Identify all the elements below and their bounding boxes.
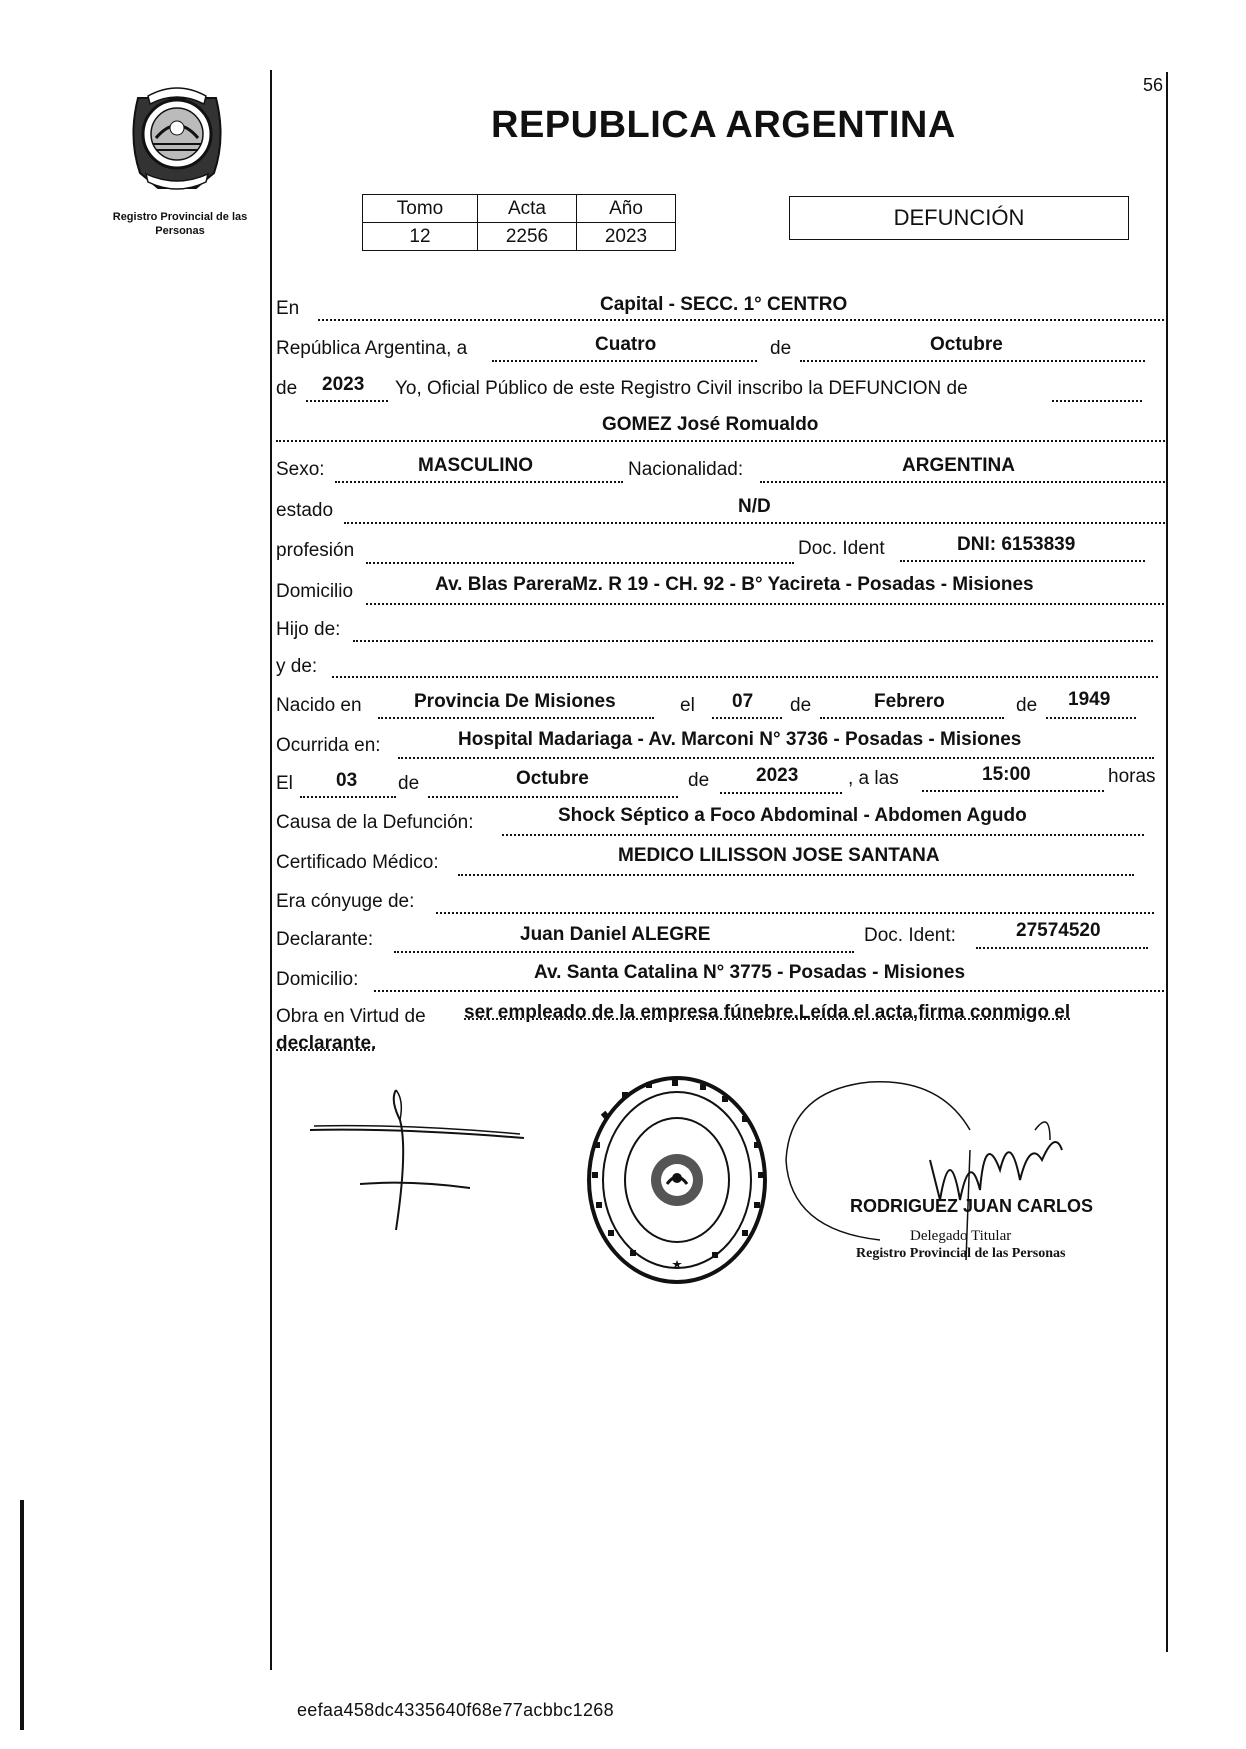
dotted-line <box>428 796 678 798</box>
month-value: Octubre <box>930 334 1003 355</box>
right-margin-rule <box>1166 72 1168 1652</box>
declarante-value: Juan Daniel ALEGRE <box>520 924 711 945</box>
page-number: 56 <box>1143 75 1164 95</box>
dotted-line <box>922 790 1104 792</box>
record-type-box: DEFUNCIÓN <box>789 196 1129 240</box>
deceased-name: GOMEZ José Romualdo <box>602 414 819 435</box>
dotted-line <box>976 947 1148 949</box>
sexo-label: Sexo: <box>276 459 325 480</box>
dotted-line <box>300 796 396 798</box>
dotted-line <box>344 522 1168 524</box>
nacido-value: Provincia De Misiones <box>414 691 616 712</box>
signatory-title: Delegado Titular <box>910 1228 1012 1244</box>
dotted-line <box>712 717 782 719</box>
nacido-label: Nacido en <box>276 695 362 716</box>
scan-edge-mark <box>20 1500 24 1730</box>
birth-el-label: el <box>680 695 695 716</box>
death-de-label: de <box>688 770 710 791</box>
causa-label: Causa de la Defunción: <box>276 812 474 833</box>
death-year: 2023 <box>756 765 799 786</box>
place-value: Capital - SECC. 1° CENTRO <box>600 294 848 315</box>
doc-value: DNI: 6153839 <box>957 534 1076 555</box>
document-hash: eefaa458dc4335640f68e77acbbc1268 <box>297 1700 614 1720</box>
conyuge-label: Era cónyuge de: <box>276 891 415 912</box>
dotted-line <box>720 792 842 794</box>
death-de-label: de <box>398 773 420 794</box>
signatory-name: RODRIGUEZ JUAN CARLOS <box>850 1196 1094 1216</box>
year-value: 2023 <box>322 374 365 395</box>
left-margin-rule <box>270 70 272 1670</box>
nacionalidad-value: ARGENTINA <box>902 455 1015 476</box>
yde-label: y de: <box>276 656 318 677</box>
birth-day: 07 <box>732 691 754 712</box>
republica-label: República Argentina, a <box>276 338 468 359</box>
dotted-line <box>332 676 1158 678</box>
year-prefix-label: de <box>276 378 298 399</box>
dotted-line <box>458 874 1134 876</box>
profesion-label: profesión <box>276 540 355 561</box>
ref-header-acta: Acta <box>478 195 577 223</box>
page-title: REPUBLICA ARGENTINA <box>491 104 956 146</box>
birth-month: Febrero <box>874 691 945 712</box>
ref-value-tomo: 12 <box>363 223 478 251</box>
dotted-line <box>394 951 854 953</box>
dotted-line <box>374 990 1168 992</box>
dotted-line <box>366 562 794 564</box>
alas-label: , a las <box>848 768 899 789</box>
obra-value-line2: declarante. <box>276 1033 377 1054</box>
ref-value-acta: 2256 <box>478 223 577 251</box>
ref-value-anio: 2023 <box>577 223 676 251</box>
death-month: Octubre <box>516 768 589 789</box>
estado-label: estado <box>276 500 334 521</box>
cert-value: MEDICO LILISSON JOSE SANTANA <box>618 845 940 866</box>
dotted-line <box>353 640 1153 642</box>
registry-caption: Registro Provincial de las Personas <box>112 211 248 237</box>
death-el-label: El <box>276 773 293 794</box>
declarante-doc-value: 27574520 <box>1016 920 1101 941</box>
dotted-line <box>398 757 1154 759</box>
birth-de-label: de <box>1016 695 1038 716</box>
dotted-line <box>820 717 1004 719</box>
ref-header-anio: Año <box>577 195 676 223</box>
dotted-line <box>492 360 757 362</box>
oficial-text: Yo, Oficial Público de este Registro Civil inscribo la DEFUNCION de <box>395 378 968 399</box>
dotted-line <box>1052 400 1142 402</box>
de-label: de <box>770 338 792 359</box>
hijo-label: Hijo de: <box>276 619 341 640</box>
dotted-line <box>335 481 623 483</box>
birth-year: 1949 <box>1068 689 1111 710</box>
dotted-line <box>900 560 1145 562</box>
dotted-line <box>800 360 1145 362</box>
coat-of-arms-emblem <box>118 78 236 196</box>
death-day: 03 <box>336 770 358 791</box>
dotted-line <box>276 440 1168 442</box>
ref-header-tomo: Tomo <box>363 195 478 223</box>
death-time: 15:00 <box>982 764 1031 785</box>
dotted-line <box>760 481 1168 483</box>
declarante-label: Declarante: <box>276 929 374 950</box>
declarant-signature <box>300 1080 540 1240</box>
dotted-line <box>366 603 1168 605</box>
estado-value: N/D <box>738 496 771 517</box>
dotted-line <box>436 912 1154 914</box>
obra-label: Obra en Virtud de <box>276 1006 426 1027</box>
en-label: En <box>276 298 300 319</box>
reference-table <box>362 194 676 251</box>
domicilio-value: Av. Blas PareraMz. R 19 - CH. 92 - B° Yacireta - Posadas - Misiones <box>435 574 1034 595</box>
dotted-line <box>502 834 1144 836</box>
domicilio-label: Domicilio <box>276 581 354 602</box>
dotted-line <box>378 717 654 719</box>
cert-label: Certificado Médico: <box>276 852 439 873</box>
ocurrida-label: Ocurrida en: <box>276 735 381 756</box>
official-seal <box>582 1072 772 1288</box>
dotted-line <box>318 319 1168 321</box>
sexo-value: MASCULINO <box>418 455 534 476</box>
horas-label: horas <box>1108 766 1156 787</box>
obra-value-line1: ser empleado de la empresa fúnebre.Leída el acta,firma conmigo el <box>464 1002 1071 1023</box>
signatory-organization: Registro Provincial de las Personas <box>856 1246 1066 1261</box>
ocurrida-value: Hospital Madariaga - Av. Marconi N° 3736 - Posadas - Misiones <box>458 729 1022 750</box>
declarante-doc-label: Doc. Ident: <box>864 925 956 946</box>
declarante-domicilio-value: Av. Santa Catalina N° 3775 - Posadas - Misiones <box>534 962 966 983</box>
dotted-line <box>306 400 388 402</box>
causa-value: Shock Séptico a Foco Abdominal - Abdomen Agudo <box>558 805 1027 826</box>
day-value: Cuatro <box>595 334 657 355</box>
dotted-line <box>1046 717 1136 719</box>
declarante-domicilio-label: Domicilio: <box>276 969 359 990</box>
birth-de-label: de <box>790 695 812 716</box>
nacionalidad-label: Nacionalidad: <box>628 459 744 480</box>
doc-label: Doc. Ident <box>798 538 885 559</box>
